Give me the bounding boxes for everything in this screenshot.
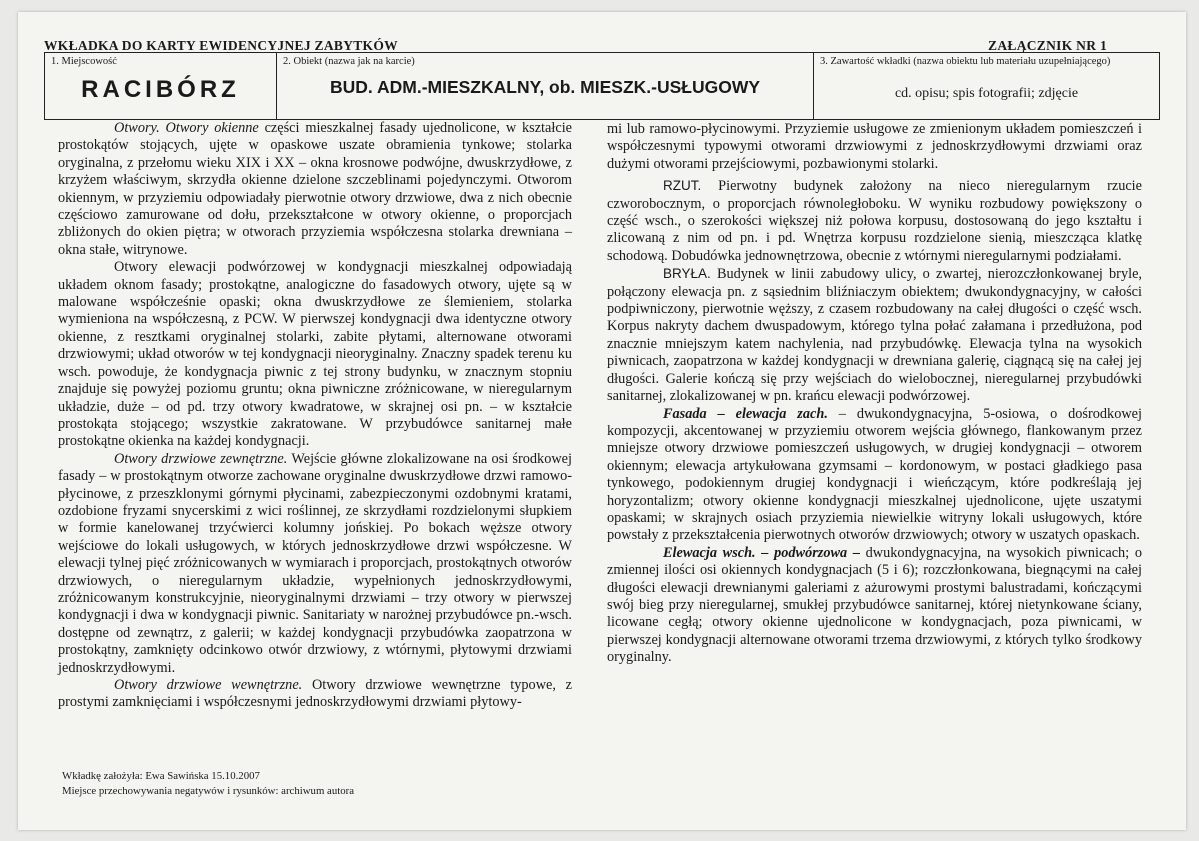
paragraph-lead: Otwory. xyxy=(114,120,160,136)
object-value: BUD. ADM.-MIESZKALNY, ob. MIESZK.-USŁUGOWY xyxy=(329,77,761,97)
paragraph-massing xyxy=(607,265,1142,405)
paragraph-interior-doors xyxy=(58,677,572,712)
archive-line: Miejsce przechowywania negatywów i rysunków: archiwum autora xyxy=(62,785,355,797)
annex-label: ZAŁĄCZNIK NR 1 xyxy=(988,38,1107,53)
paragraph-lead: Elewacja wsch. – podwórzowa – xyxy=(663,544,860,561)
paragraph-exterior-doors xyxy=(58,451,572,677)
paragraph-lead: Otwory drzwiowe zewnętrzne. xyxy=(114,450,288,467)
paragraph-text: części mieszkalnej fasady ujednolicone, w kształcie prostokątów stojących, ujęte w opaskowe uszate obramienia tynkowe; stolarka oryginalna, z przełomu wieku XIX i XX – okna krosnowe podwójne, dwuskrzydłowe, z krzyżem właściwym, skrzydła okienne dzielone szczeblinami pojedynczymi. Otworom okiennym, w przyziemiu odpowiadały pierwotnie otwory drzwiowe, dwa z nich obecnie częściowo zamurowane od dołu, przekształcone w otwory okienne, o proporcjach zbliżonych do okien piętra; w otworach przyziemia współczesna stolarka drewniana – okna stałe, witrynowe. xyxy=(58,120,573,258)
paragraph-lead: RZUT. xyxy=(663,178,702,194)
paragraph-text: dwukondygnacyjna, na wysokich piwnicach; o zmiennej ilości osi okiennych kondygnacjach (5 i 6); rozczłonkowana, biegnącymi na całej długości elewacji drewnianymi galeriami z ażurowymi prostymi balustradami, kończącymi swój bieg przy nieregularnej, smukłej przybudówce sanitarnej, której nietynkowane ściany, licowane cegłą; otwory okienne ujednolicone w kondygnacjach, poza piwnicami, w pierwszej kondygnacji alternowane otworami trzema drzwiowymi, z których tylko środkowy oryginalny. xyxy=(607,544,1142,666)
locality-label: 1. Miejscowość xyxy=(51,56,117,67)
paragraph-east-elevation xyxy=(607,545,1142,667)
header-table xyxy=(44,52,1160,120)
contents-cell xyxy=(814,53,1159,119)
paragraph-plan xyxy=(607,177,1142,265)
paragraph-openings xyxy=(58,120,572,259)
locality-cell xyxy=(45,53,277,119)
contents-value: cd. opisu; spis fotografii; zdjęcie xyxy=(894,86,1079,101)
author-line: Wkładkę założyła: Ewa Sawińska 15.10.2007 xyxy=(62,770,260,782)
object-label: 2. Obiekt (nazwa jak na karcie) xyxy=(283,56,415,67)
paragraph-rear-openings xyxy=(58,259,572,450)
paragraph-lead: Otwory drzwiowe wewnętrzne. xyxy=(114,677,303,693)
paragraph-text: – dwukondygnacyjna, 5-osiowa, o dośrodkowej kompozycji, akcentowanej w przyziemiu otworem wejścia głównego, flankowanym przez mniejsze otwory drzwiowe pomieszczeń usługowych, w drugiej kondygnacji – otworem okiennym; elewacja artykułowana gzymsami – kordonowym, w postaci gładkiego pasa tynkowego, podokiennym drugiej kondygnacji i wieńczącym, które podkreślają jej horyzontalizm; otwory okienne kondygnacji mieszkalnej ujednolicone, ujęte uszatymi opaskami; w skrajnych osiach przyziemia niewielkie witryny lokali usługowych, które powstały z przekształcenia pierwotnych otworów drzwiowych; otwory w uszatych opaskach. xyxy=(607,405,1142,544)
paragraph-text: Budynek w linii zabudowy ulicy, o zwartej, nierozczłonkowanej bryle, połączony elewacja pn. z sąsiednim bliźniaczym obiektem; dwukondygnacyjny, w całości podpiwniczony, pierwotnie węższy, z czasem rozbudowany na całej długości o część wsch. Korpus nakryty dachem dwuspadowym, którego tylna połać załamana i przedłużona, pod znacznie mniejszym katem nachylenia, nad przybudówkę. Elewacja tylna na wysokich piwnicach, zaopatrzona w każdej kondygnacji w drewniana galerię, ciągnącą się na całej jej długości. Galerie kończą się przy wejściach do wielobocznej, nieregularnej przybudówki sanitarnej, zlokalizowanej w pn. krańcu elewacji podwórzowej. xyxy=(607,266,1142,405)
paragraph-lead: Fasada – elewacja zach. xyxy=(663,405,828,422)
paragraph-text: Pierwotny budynek założony na nieco nieregularnym rzucie czworobocznym, o proporcjach równoległoboku. W wyniku rozbudowy powiększony o część wsch., o szerokości większej niż połowa korpusu, dostosowaną do jego kształtu i zlicowaną z nim od pn. i pd. Wnętrza korpusu rozdzielone sienią, mieszcząca klatkę schodową. Dobudówka jednownętrzowa, obecnie z wtórnymi nieregularnymi podziałami. xyxy=(607,178,1143,264)
paragraph-facade xyxy=(607,406,1142,545)
contents-label: 3. Zawartość wkładki (nazwa obiektu lub materiału uzupełniającego) xyxy=(820,56,1111,67)
paragraph-text: mi lub ramowo-płycinowymi. Przyziemie usługowe ze zmienionym układem pomieszczeń i współczesnymi typowymi otworami drzwiowymi z jednoskrzydłowymi drzwiami oraz dużymi otworami przejściowymi, pozbawionymi stolarki. xyxy=(607,121,1142,172)
document-title: WKŁADKA DO KARTY EWIDENCYJNEJ ZABYTKÓW xyxy=(44,38,398,53)
right-column xyxy=(607,121,1142,667)
paragraph-lead: BRYŁA. xyxy=(663,266,711,282)
paragraph-text: Otwory elewacji podwórzowej w kondygnacji mieszkalnej odpowiadają układem oknom fasady; prostokątne, analogiczne do fasadowych otwory, ujęte są w malowane współcześnie opaski; okna dwuskrzydłowe ze ślemieniem, stolarka wymieniona na współczesną, z PCW. W pierwszej kondygnacji dwa identyczne otwory okienne, z resztkami oryginalnej stolarki, zabite płytami, alternowane otworami drzwiowymi; układ otworów w tej kondygnacji nieoryginalny. Znaczny spadek terenu ku wsch. powoduje, że kondygnacja piwnic z tej strony budynku, w znacznym stopniu znajduje się powyżej poziomu gruntu; okna piwniczne zróżnicowane, w nieregularnym układzie, duże – od pd. trzy otwory kwadratowe, w skrajnej osi pn. – w kształcie prostokąta stojącego; wszystkie zakratowane. W przybudówce sanitarnej małe prostokątne okienka na każdej kondygnacji. xyxy=(58,259,572,450)
document-footer xyxy=(62,769,354,799)
paragraph-continuation xyxy=(607,121,1142,173)
object-cell xyxy=(277,53,814,119)
paragraph-text: Wejście główne zlokalizowane na osi środkowej fasady – w prostokątnym otworze zachowane oryginalne dwuskrzydłowe drzwi ramowo-płycinowe, z przeszklonymi górnymi płycinami, zabezpieczonymi ozdobnymi kratami, ozdobione fryzami snycerskimi z wici roślinnej, ze skrzydłami rozdzielonymi słupkiem w formie kanelowanej trzyćwierci kolumny jońskiej. Po bokach węższe otwory wejściowe do lokali usługowych, w których jednoskrzydłowe drzwi współczesne. W elewacji tylnej pięć zróżnicowanych w wymiarach i proporcjach, prostokątnych otworów drzwiowych, o nieregularnym układzie, wypełnionych jednoskrzydłowymi, zróżnicowanym konstrukcyjnie, nieoryginalnymi drzwiami – trzy otwory w pierwszej kondygnacji i dwa w kondygnacji piwnic. Sanitariaty w narożnej przybudówce pn.-wsch. dostępne od zewnątrz, z galerii; w każdej kondygnacji przybudówka zaopatrzona w prostokątny, zamknięty odcinkowo otwór drzwiowy, z wtórnymi, płytowymi drzwiami jednoskrzydłowymi. xyxy=(58,450,572,676)
paragraph-text: Otwory drzwiowe wewnętrzne typowe, z prostymi zamknięciami i współczesnymi jednoskrzydłowymi drzwiami płytowy- xyxy=(58,677,573,711)
left-column xyxy=(58,120,572,712)
locality-value: RACIBÓRZ xyxy=(81,76,240,103)
paragraph-lead: Otwory okienne xyxy=(165,120,259,136)
